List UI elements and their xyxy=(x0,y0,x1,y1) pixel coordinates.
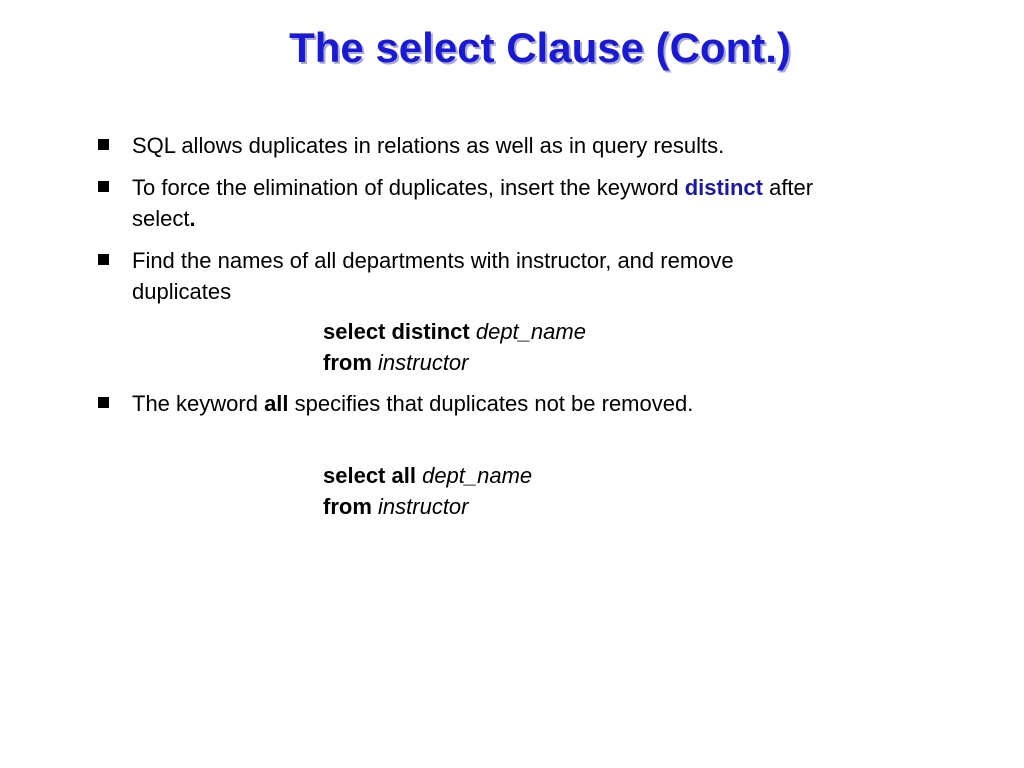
query-line-from xyxy=(323,347,586,378)
sql-keyword: select distinct xyxy=(323,319,470,344)
square-bullet-icon xyxy=(98,254,109,265)
slide-title: The select Clause (Cont.) xyxy=(289,24,791,71)
bullet-text-line2: select xyxy=(132,206,190,231)
bullet-text: SQL allows duplicates in relations as well as in query results. xyxy=(132,133,725,158)
bullet-text-after: specifies that duplicates not be removed. xyxy=(288,391,694,416)
sql-keyword: from xyxy=(323,494,372,519)
query-line-from xyxy=(323,491,532,522)
bullet-text-line1: Find the names of all departments with instructor, and remove xyxy=(132,248,734,273)
bullet-text-after: after xyxy=(762,175,814,200)
square-bullet-icon xyxy=(98,139,109,150)
bullet-item-duplicates-allowed xyxy=(96,130,956,161)
query-select-distinct xyxy=(323,316,586,378)
keyword-all: all xyxy=(264,391,289,416)
bullet-text-period: . xyxy=(189,206,196,231)
bullet-item-find-departments xyxy=(96,245,956,307)
sql-keyword: select all xyxy=(323,463,416,488)
query-line-select xyxy=(323,316,586,347)
bullet-text-before: To force the elimination of duplicates, insert the keyword xyxy=(132,175,685,200)
sql-argument: dept_name xyxy=(422,463,533,488)
query-select-all xyxy=(323,460,532,522)
bullet-list xyxy=(96,130,956,318)
bullet-list-continued xyxy=(96,388,956,430)
query-line-select xyxy=(323,460,532,491)
sql-keyword: from xyxy=(323,350,372,375)
sql-argument: dept_name xyxy=(475,319,586,344)
square-bullet-icon xyxy=(98,181,109,192)
sql-argument: instructor xyxy=(378,494,469,519)
bullet-item-keyword-all xyxy=(96,388,956,419)
bullet-item-force-distinct xyxy=(96,172,956,234)
bullet-text-before: The keyword xyxy=(132,391,265,416)
keyword-distinct: distinct xyxy=(684,175,763,200)
square-bullet-icon xyxy=(98,397,109,408)
bullet-text-line2: duplicates xyxy=(132,279,232,304)
sql-argument: instructor xyxy=(378,350,469,375)
